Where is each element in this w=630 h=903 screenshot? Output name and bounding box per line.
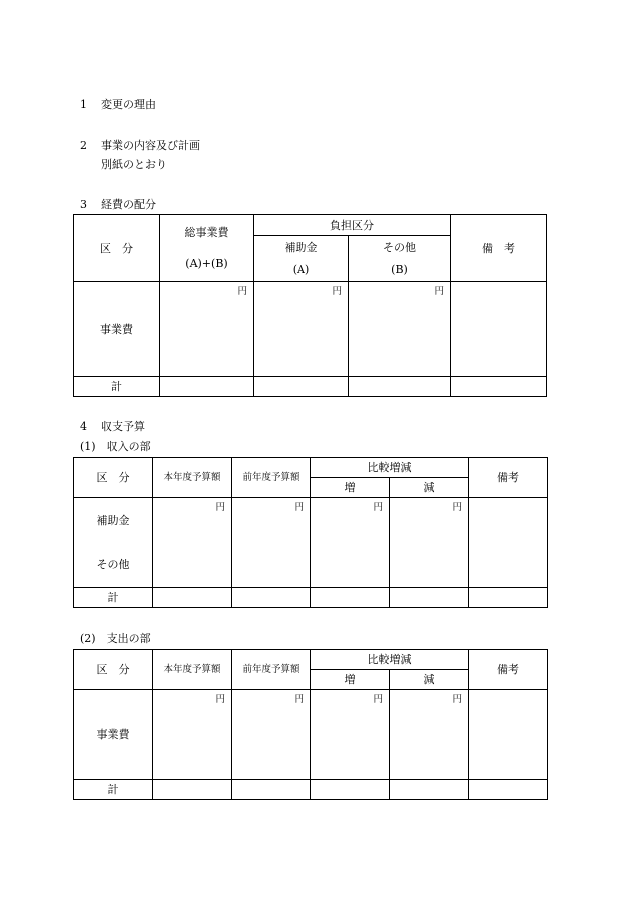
total-cell bbox=[390, 588, 469, 608]
header-decrease: 減 bbox=[390, 478, 469, 498]
total-cell bbox=[311, 780, 390, 800]
total-cell bbox=[232, 780, 311, 800]
section-2-title: 事業の内容及び計画 bbox=[101, 139, 200, 152]
header-compare: 比較増減 bbox=[311, 650, 469, 670]
header-this-year: 本年度予算額 bbox=[153, 650, 232, 690]
header-remarks: 備考 bbox=[469, 650, 548, 690]
header-prev-year: 前年度予算額 bbox=[232, 458, 311, 498]
total-cell bbox=[311, 588, 390, 608]
header-kubun: 区 分 bbox=[74, 215, 160, 282]
total-cell bbox=[469, 588, 548, 608]
total-label: 計 bbox=[74, 588, 153, 608]
yen-unit: 円 bbox=[232, 498, 311, 588]
total-cell bbox=[254, 377, 349, 397]
yen-unit: 円 bbox=[390, 690, 469, 780]
yen-unit: 円 bbox=[160, 282, 254, 377]
total-cell bbox=[390, 780, 469, 800]
header-burden: 負担区分 bbox=[254, 215, 451, 236]
expense-title: (2) 支出の部 bbox=[80, 632, 151, 645]
header-increase: 増 bbox=[311, 478, 390, 498]
header-subsidy-label: 補助金 bbox=[284, 241, 318, 254]
row-label-subsidy: 補助金 bbox=[96, 514, 130, 527]
row-label-project-cost: 事業費 bbox=[74, 282, 160, 377]
header-remarks: 備 考 bbox=[451, 215, 547, 282]
header-kubun: 区 分 bbox=[74, 458, 153, 498]
row-label-project-cost: 事業費 bbox=[74, 690, 153, 780]
total-cell bbox=[153, 588, 232, 608]
yen-unit: 円 bbox=[153, 498, 232, 588]
remarks-cell bbox=[451, 282, 547, 377]
row-label-other: その他 bbox=[96, 558, 130, 571]
total-label: 計 bbox=[74, 377, 160, 397]
header-compare: 比較増減 bbox=[311, 458, 469, 478]
header-total-cost bbox=[160, 215, 254, 282]
section-2-number: 2 bbox=[80, 139, 87, 152]
total-cell bbox=[153, 780, 232, 800]
yen-unit: 円 bbox=[311, 498, 390, 588]
header-other-tag: (B) bbox=[391, 263, 408, 276]
section-1-number: 1 bbox=[80, 98, 87, 111]
section-1-title: 変更の理由 bbox=[101, 98, 156, 111]
header-total-formula: (A)+(B) bbox=[185, 257, 228, 270]
header-total-label: 総事業費 bbox=[184, 226, 229, 239]
income-title: (1) 収入の部 bbox=[80, 440, 151, 453]
header-this-year: 本年度予算額 bbox=[153, 458, 232, 498]
total-cell bbox=[232, 588, 311, 608]
section-4-number: 4 bbox=[80, 420, 87, 433]
total-label: 計 bbox=[74, 780, 153, 800]
header-kubun: 区 分 bbox=[74, 650, 153, 690]
total-cell bbox=[160, 377, 254, 397]
header-subsidy-tag: (A) bbox=[292, 263, 310, 276]
expense-allocation-table bbox=[73, 214, 547, 397]
yen-unit: 円 bbox=[311, 690, 390, 780]
header-other bbox=[349, 236, 451, 282]
remarks-cell bbox=[469, 690, 548, 780]
income-row-labels bbox=[74, 498, 153, 588]
total-cell bbox=[451, 377, 547, 397]
expense-budget-table bbox=[73, 649, 548, 800]
yen-unit: 円 bbox=[390, 498, 469, 588]
section-3-title: 経費の配分 bbox=[101, 198, 156, 211]
yen-unit: 円 bbox=[232, 690, 311, 780]
yen-unit: 円 bbox=[153, 690, 232, 780]
header-prev-year: 前年度予算額 bbox=[232, 650, 311, 690]
header-other-label: その他 bbox=[383, 241, 416, 254]
header-increase: 増 bbox=[311, 670, 390, 690]
section-3-number: 3 bbox=[80, 198, 87, 211]
yen-unit: 円 bbox=[349, 282, 451, 377]
header-remarks: 備考 bbox=[469, 458, 548, 498]
total-cell bbox=[469, 780, 548, 800]
total-cell bbox=[349, 377, 451, 397]
income-budget-table bbox=[73, 457, 548, 608]
remarks-cell bbox=[469, 498, 548, 588]
header-subsidy bbox=[254, 236, 349, 282]
section-2-body: 別紙のとおり bbox=[101, 158, 167, 171]
section-4-title: 収支予算 bbox=[101, 420, 145, 433]
yen-unit: 円 bbox=[254, 282, 349, 377]
header-decrease: 減 bbox=[390, 670, 469, 690]
